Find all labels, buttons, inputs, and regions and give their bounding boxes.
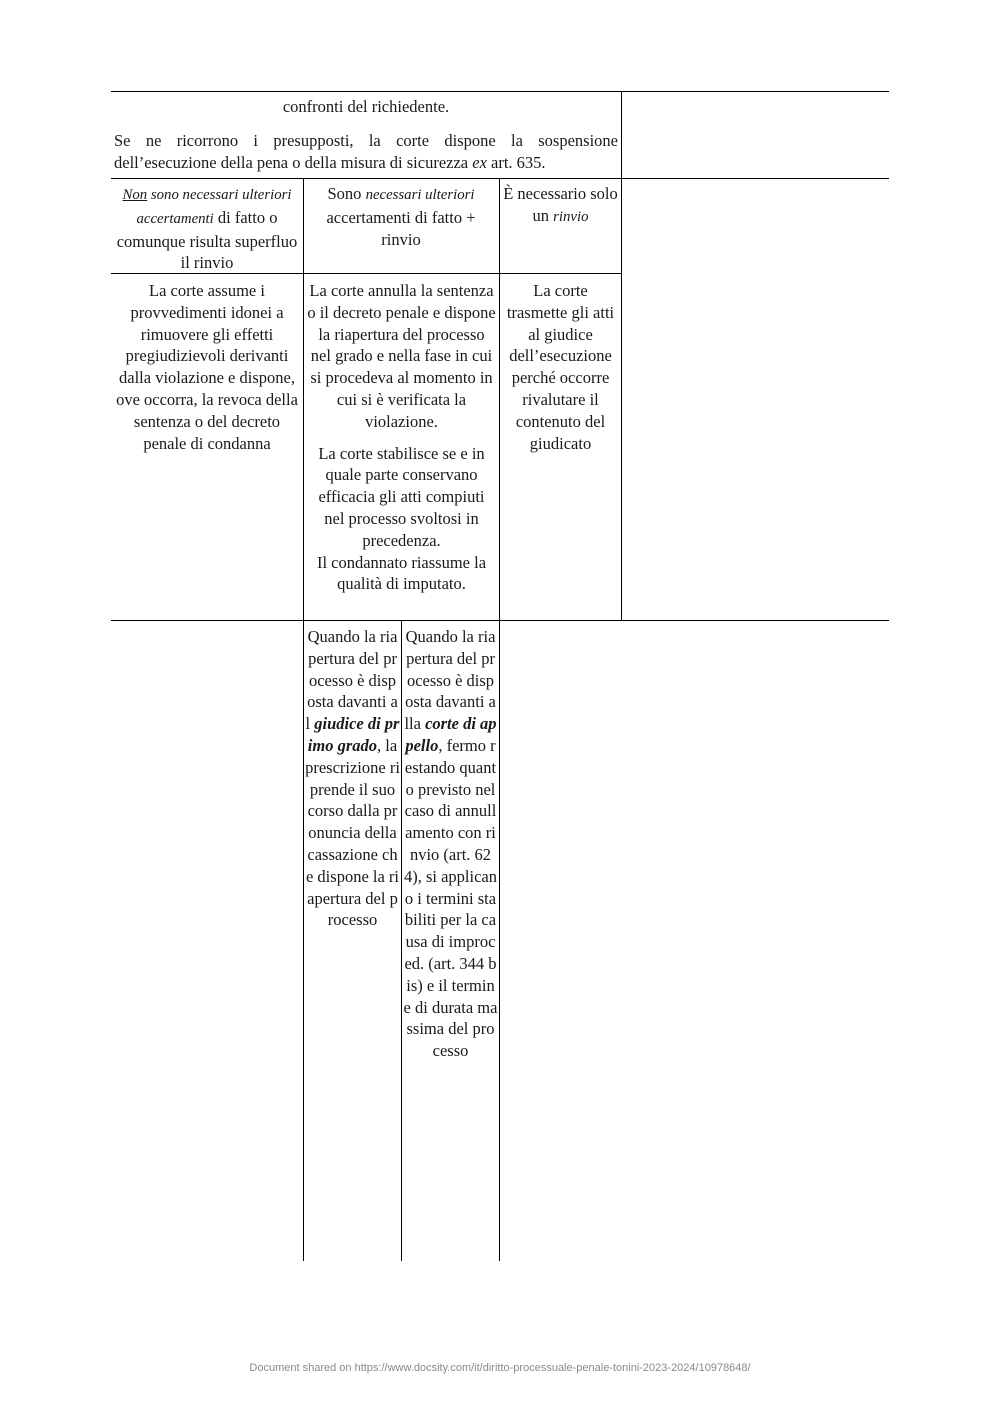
- header-col2-lead: Sono: [327, 184, 366, 203]
- body-col3: [503, 280, 618, 454]
- sub-left: [305, 626, 400, 931]
- table-rule-col1-col2: [303, 178, 304, 1261]
- row1-paragraph-article: art. 635.: [486, 152, 546, 172]
- header-col1-italic: sono necessari ulteriori accertamenti: [136, 187, 292, 227]
- sub-right-lead: Quando la riapertura del processo è disposta davanti alla: [404, 627, 496, 734]
- header-col1-text: [113, 183, 301, 274]
- sub-left-bold: giudice di primo grado: [307, 714, 400, 755]
- body-col1: [113, 280, 301, 454]
- header-col2-italic: necessari ulteriori: [365, 187, 475, 203]
- table-rule-body-bottom: [111, 620, 889, 621]
- table-rule-sub-split: [401, 620, 402, 1261]
- sub-right-text: [403, 626, 498, 1062]
- sub-left-text: [305, 626, 400, 931]
- header-col1: [113, 183, 301, 274]
- header-col3-italic: rinvio: [553, 208, 589, 225]
- sub-left-rest: , la prescrizione riprende il suo corso dalla pronuncia della cassazione che dispone la riapertura del processo: [305, 735, 400, 930]
- body-col3-text: La corte trasmette gli atti al giudice dell’esecuzione perché occorre rivalutare il contenuto del giudicato: [506, 281, 615, 453]
- table-rule-top: [111, 91, 889, 92]
- row1-cell: [114, 96, 618, 173]
- body-col1-text: La corte assume i provvedimenti idonei a rimuovere gli effetti pregiudizievoli derivanti dalla violazione e dispone, ove occorra, la revoca della sentenza o del decreto penale di condanna: [116, 281, 298, 453]
- header-col1-non: Non: [122, 187, 148, 203]
- row1-paragraph: [114, 130, 618, 174]
- header-col2: [308, 183, 494, 250]
- header-col3-lead: È necessario solo un: [503, 184, 618, 225]
- row1-paragraph-text: Se ne ricorrono i presupposti, la corte dispone la sospensione dell’esecuzione della pena o della misura di sicurezza: [114, 130, 618, 172]
- header-col3: [503, 183, 618, 229]
- header-col2-text: [308, 183, 494, 250]
- table-rule-col2-col3: [499, 178, 500, 1261]
- header-col3-text: [503, 183, 618, 229]
- body-col2-paragraph3: Il condannato riassume la qualità di imputato.: [316, 552, 487, 594]
- header-col2-rest: accertamenti di fatto + rinvio: [326, 207, 476, 249]
- table-rule-col-right: [621, 91, 622, 621]
- sub-right-rest: , fermo restando quanto previsto nel caso di annullamento con rinvio (art. 624), si applicano i termini stabiliti per la causa di improced. (art. 344 bis) e il termine di durata massima del processo: [403, 735, 498, 1061]
- sub-left-lead: Quando la riapertura del processo è disposta davanti al: [305, 627, 398, 734]
- footer-source: Document shared on https://www.docsity.com/it/diritto-processuale-penale-tonini-2023-2024/10978648/: [249, 1362, 751, 1374]
- table-rule-header-top: [111, 178, 889, 179]
- sub-right-bold: corte di appello: [405, 714, 497, 755]
- row1-line1: confronti del richiedente.: [282, 97, 450, 116]
- body-col2: [307, 280, 496, 595]
- body-col2-paragraph1: La corte annulla la sentenza o il decreto penale e dispone la riapertura del processo nel grado e nella fase in cui si procedeva al momento in cui si è verificata la violazione.: [307, 281, 496, 431]
- row1-paragraph-ex: ex: [472, 152, 487, 172]
- body-col2-paragraph2: La corte stabilisce se e in quale parte conservano efficacia gli atti compiuti nel processo svoltosi in precedenza.: [318, 443, 485, 550]
- sub-right: [403, 626, 498, 1062]
- header-col1-rest: di fatto o comunque risulta superfluo il rinvio: [116, 207, 298, 273]
